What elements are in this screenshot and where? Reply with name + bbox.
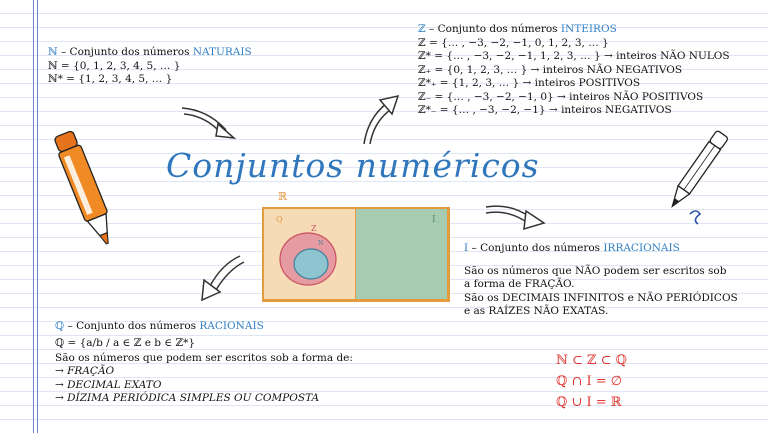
rationals-item: → DECIMAL EXATO: [55, 378, 162, 391]
venn-r-label: ℝ: [278, 190, 288, 203]
integers-title: ℤ – Conjunto dos números INTEIROS: [418, 23, 617, 35]
venn-i-label: I: [432, 215, 436, 225]
relation-line: ℚ ∩ I = ∅: [556, 374, 623, 389]
integers-section: [418, 23, 730, 118]
integers-line: ℤ*₋ = {… , −3, −2, −1} → inteiros NEGATIVOS: [418, 104, 672, 116]
naturals-section: [48, 46, 252, 87]
notebook-margin-line: [37, 0, 38, 433]
curved-arrow-icon: [196, 252, 246, 302]
curved-arrow-icon: [484, 197, 549, 232]
integers-line: ℤ = {… , −3, −2, −1, 0, 1, 2, 3, … }: [418, 36, 609, 49]
irrationals-line: a forma de FRAÇÃO.: [464, 278, 575, 290]
relation-line: ℚ ∪ I = ℝ: [556, 395, 622, 410]
naturals-title: ℕ – Conjunto dos números NATURAIS: [48, 46, 252, 58]
page-title: Conjuntos numéricos: [166, 146, 540, 185]
integers-line: ℤ₊ = {0, 1, 2, 3, … } → inteiros NÃO NEGATIVOS: [418, 63, 683, 76]
irrationals-line: e as RAÍZES NÃO EXATAS.: [464, 305, 609, 317]
relations-list: [556, 350, 666, 413]
venn-n-label: N: [318, 240, 324, 247]
integers-line: ℤ*₊ = {1, 2, 3, … } → inteiros POSITIVOS: [418, 77, 641, 89]
naturals-line: ℕ = {0, 1, 2, 3, 4, 5, … }: [48, 59, 181, 72]
irrationals-title: I – Conjunto dos números IRRACIONAIS: [464, 242, 680, 254]
marker-icon: [50, 126, 120, 256]
curved-arrow-icon: [178, 100, 238, 140]
relation-line: ℕ ⊂ ℤ ⊂ ℚ: [556, 353, 628, 368]
rationals-section: [55, 320, 353, 406]
irrationals-line: São os números que NÃO podem ser escritos sob: [464, 264, 727, 277]
curved-arrow-icon: [358, 92, 403, 147]
naturals-line: ℕ* = {1, 2, 3, 4, 5, … }: [48, 73, 173, 85]
rationals-item: → DÍZIMA PERIÓDICA SIMPLES OU COMPOSTA: [55, 392, 320, 404]
rationals-title: ℚ – Conjunto dos números RACIONAIS: [55, 320, 264, 332]
venn-q-label: Q: [276, 215, 283, 224]
venn-diagram: [262, 207, 448, 300]
rationals-intro: São os números que podem ser escritos sob a forma de:: [55, 351, 353, 364]
irrationals-line: São os DECIMAIS INFINITOS e NÃO PERIÓDICOS: [464, 291, 738, 304]
integers-line: ℤ₋ = {… , −3, −2, −1, 0} → inteiros NÃO POSITIVOS: [418, 90, 704, 103]
rationals-definition: ℚ = {a/b / a ∈ ℤ e b ∈ ℤ*}: [55, 336, 196, 349]
venn-z-label: Z: [311, 224, 317, 233]
notebook-margin-line: [33, 0, 34, 433]
irrationals-section: [464, 242, 738, 319]
rationals-item: → FRAÇÃO: [55, 365, 115, 377]
pencil-icon: [662, 126, 732, 226]
integers-line: ℤ* = {… , −3, −2, −1, 1, 2, 3, … } → inteiros NÃO NULOS: [418, 50, 730, 62]
